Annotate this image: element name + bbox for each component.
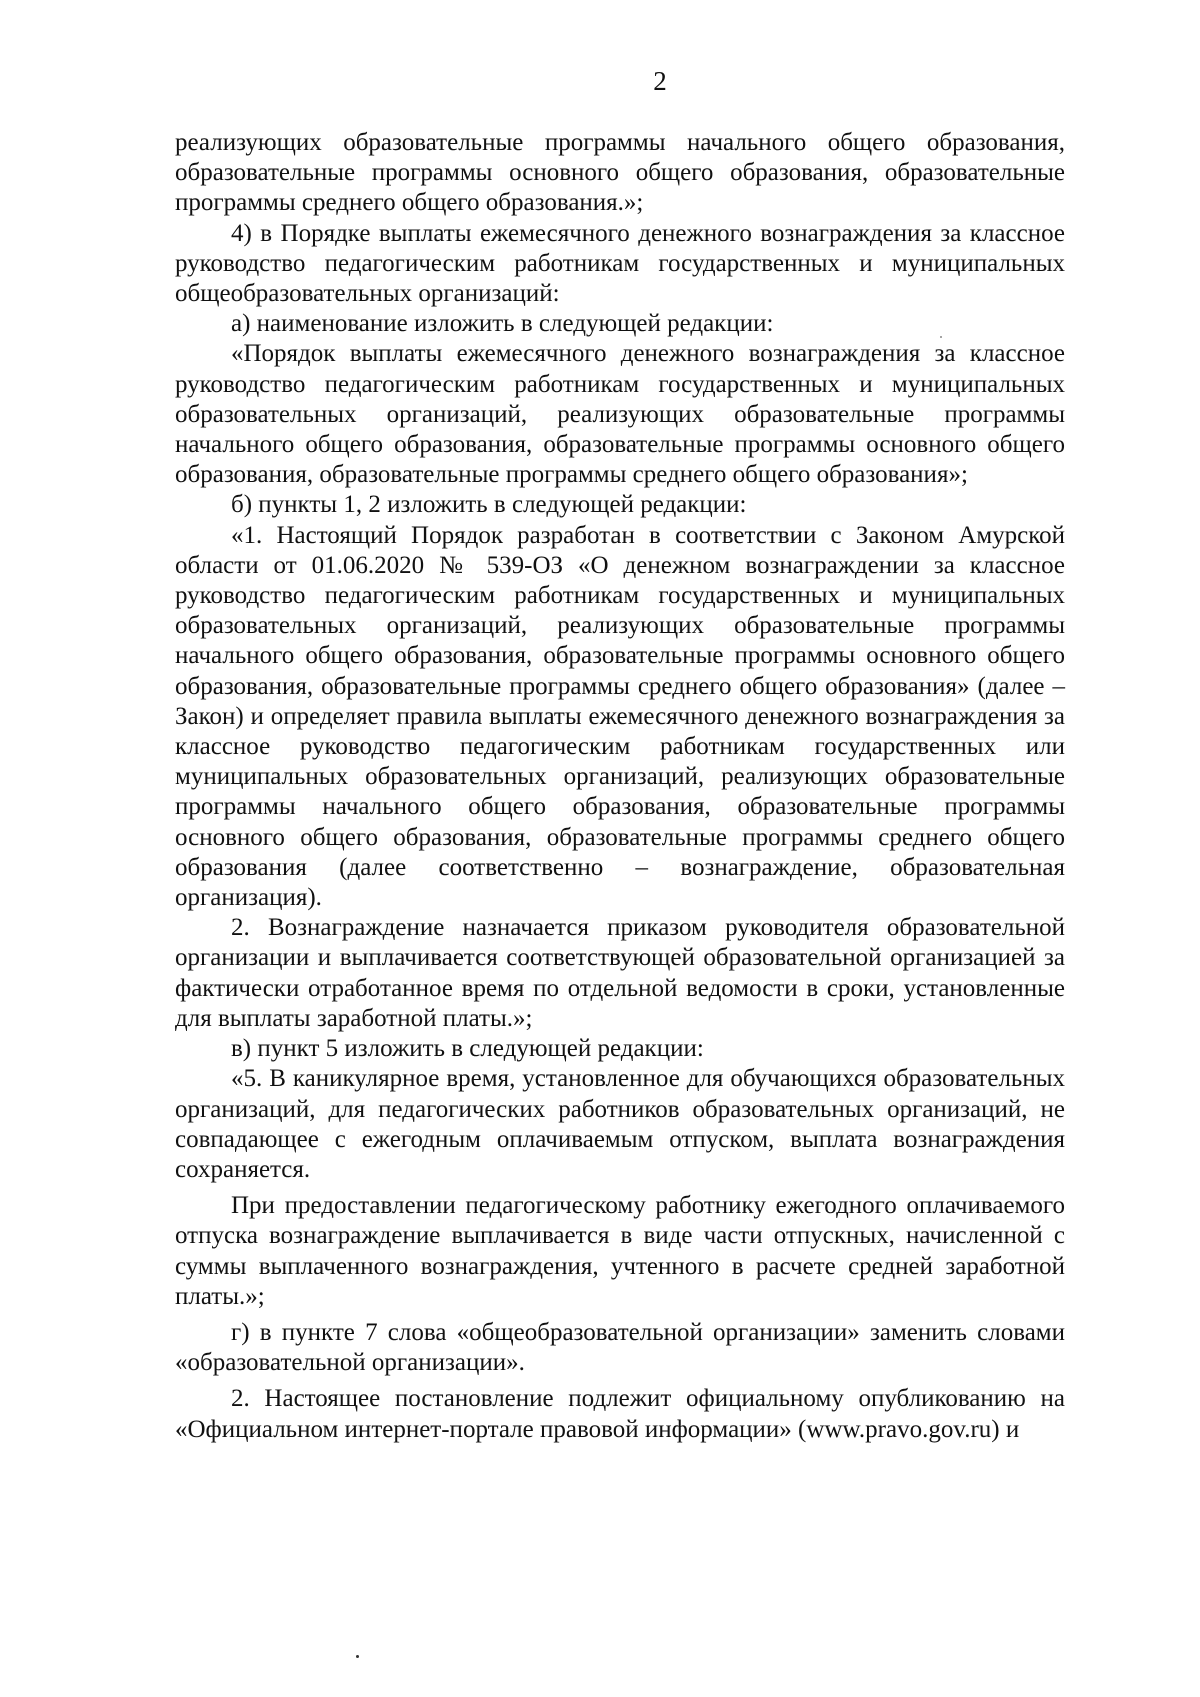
page-number: 2 <box>653 66 667 96</box>
paragraph-subitem-a: а) наименование изложить в следующей редакции: <box>231 310 774 338</box>
paragraph-subitem-v: в) пункт 5 изложить в следующей редакции: <box>231 1035 704 1063</box>
scan-speck <box>940 336 942 338</box>
paragraph-vacation: При предоставлении педагогическому работнику ежегодного оплачиваемого отпуска вознаграждение выплачивается в виде части отпускных, начисленной с суммы выплаченного вознаграждения, учтенного в расчете средней заработной платы.»; <box>175 1192 1065 1310</box>
paragraph-publication: 2. Настоящее постановление подлежит официальному опубликованию на «Официальном интернет-портале правовой информации» (www.pravo.gov.ru) и <box>175 1385 1065 1443</box>
paragraph-item-4: 4) в Порядке выплаты ежемесячного денежного вознаграждения за классное руководство педагогическим работникам государственных и муниципальных общеобразовательных организаций: <box>175 219 1065 308</box>
paragraph-point-1: «1. Настоящий Порядок разработан в соответствии с Законом Амурской области от 01.06.2020 № 539-ОЗ «О денежном вознаграждении за классное руководство педагогическим работникам государственных и муниципальных образовательных организаций, реализующих образовательные программы начального общего образования, образовательные программы основного общего образования, образовательные программы среднего общего образования» (далее – Закон) и определяет правила выплаты ежемесячного денежного вознаграждения за классное руководство педагогическим работникам государственных или муниципальных образовательных организаций, реализующих образовательные программы начального общего образования, образовательные программы основного общего образования, образовательные программы среднего общего образования (далее соответственно – вознаграждение, образовательная организация). <box>175 521 1065 912</box>
paragraph-subitem-g: г) в пункте 7 слова «общеобразовательной организации» заменить словами «образовательной организации». <box>175 1318 1065 1377</box>
paragraph-point-5: «5. В каникулярное время, установленное для обучающихся образовательных организаций, для педагогических работников образовательных организаций, не совпадающее с ежегодным оплачиваемым отпуском, выплата вознаграждения сохраняется. <box>175 1065 1065 1183</box>
scan-speck <box>356 1655 359 1658</box>
paragraph-continuation: реализующих образовательные программы начального общего образования, образовательные программы основного общего образования, образовательные программы среднего общего образования.»; <box>175 129 1065 217</box>
paragraph-point-2: 2. Вознаграждение назначается приказом руководителя образовательной организации и выплачивается соответствующей образовательной организацией за фактически отработанное время по отдельной ведомости в сроки, установленные для выплаты заработной платы.»; <box>175 914 1065 1032</box>
document-body <box>175 128 1065 1445</box>
paragraph-quoted-title: «Порядок выплаты ежемесячного денежного вознаграждения за классное руководство педагогическим работникам государственных и муниципальных образовательных организаций, реализующих образовательные программы начального общего образования, образовательные программы основного общего образования, образовательные программы среднего общего образования»; <box>175 340 1065 489</box>
paragraph-subitem-b: б) пункты 1, 2 изложить в следующей редакции: <box>231 491 747 519</box>
